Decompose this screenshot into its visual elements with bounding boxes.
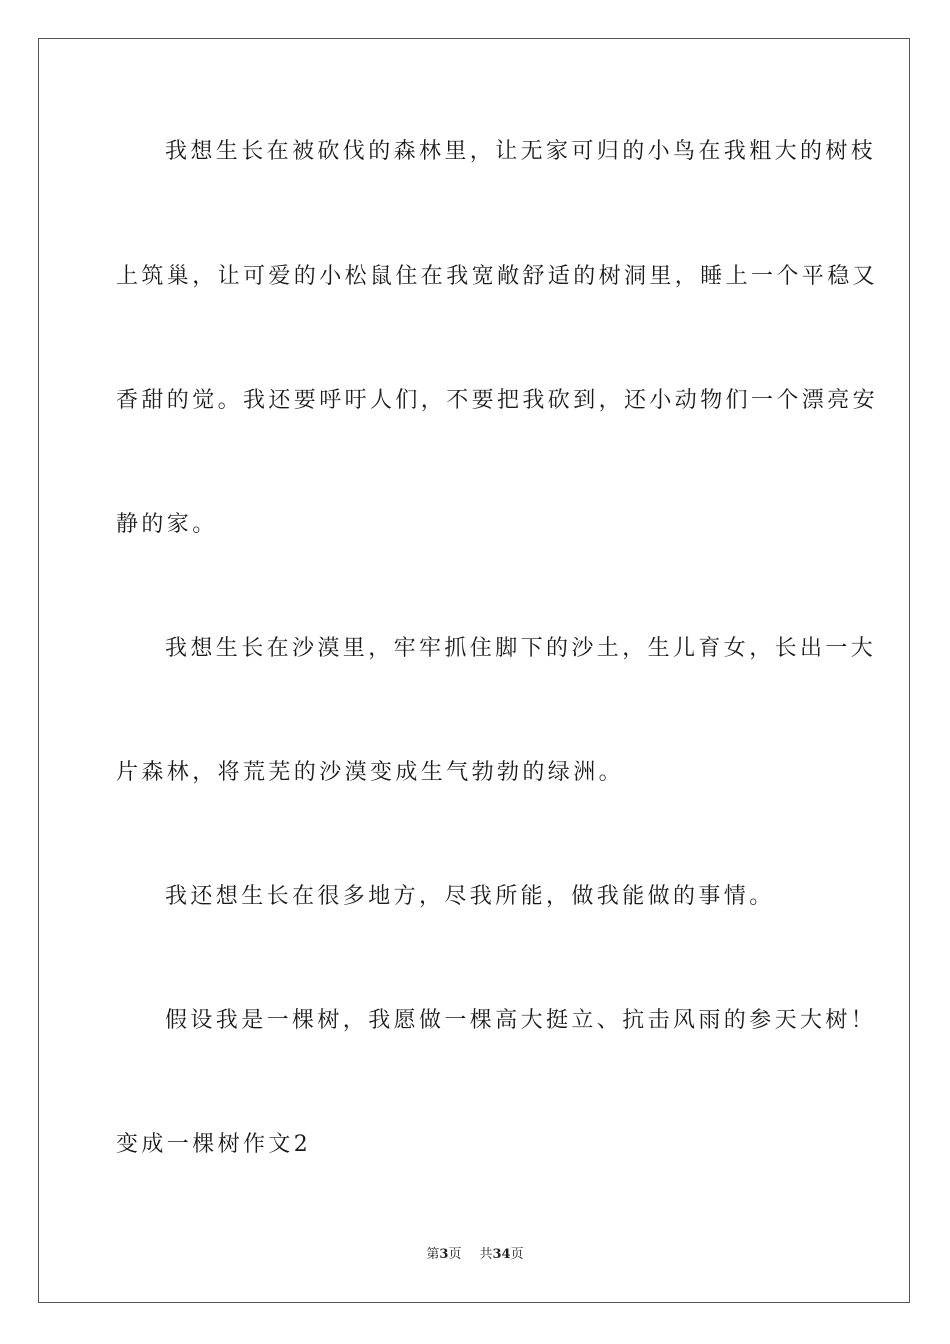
paragraph-1-line-2: 上筑巢，让可爱的小松鼠住在我宽敞舒适的树洞里，睡上一个平稳又 (116, 264, 879, 289)
footer-total-pages: 34 (492, 1247, 511, 1262)
paragraph-3-line-1: 我还想生长在很多地方，尽我所能，做我能做的事情。 (165, 884, 775, 909)
footer-page-number: 3 (439, 1247, 449, 1262)
paragraph-4-line-1: 假设我是一棵树，我愿做一棵高大挺立、抗击风雨的参天大树！ (165, 1008, 877, 1033)
paragraph-1-line-1: 我想生长在被砍伐的森林里，让无家可归的小鸟在我粗大的树枝 (165, 139, 877, 164)
footer-page-prefix: 第 (426, 1247, 440, 1262)
paragraph-2-line-1: 我想生长在沙漠里，牢牢抓住脚下的沙土，生儿育女，长出一大 (165, 636, 877, 661)
page-border (38, 38, 910, 1303)
paragraph-2-line-2: 片森林，将荒芜的沙漠变成生气勃勃的绿洲。 (116, 760, 625, 785)
footer-total-suffix: 页 (510, 1247, 524, 1262)
paragraph-1-line-4: 静的家。 (116, 512, 218, 537)
section-heading: 变成一棵树作文2 (116, 1132, 312, 1157)
footer-total-prefix: 共 (479, 1247, 493, 1262)
footer-page-suffix: 页 (448, 1247, 462, 1262)
page-footer (0, 1246, 950, 1264)
paragraph-1-line-3: 香甜的觉。我还要呼吁人们，不要把我砍到，还小动物们一个漂亮安 (116, 388, 879, 413)
